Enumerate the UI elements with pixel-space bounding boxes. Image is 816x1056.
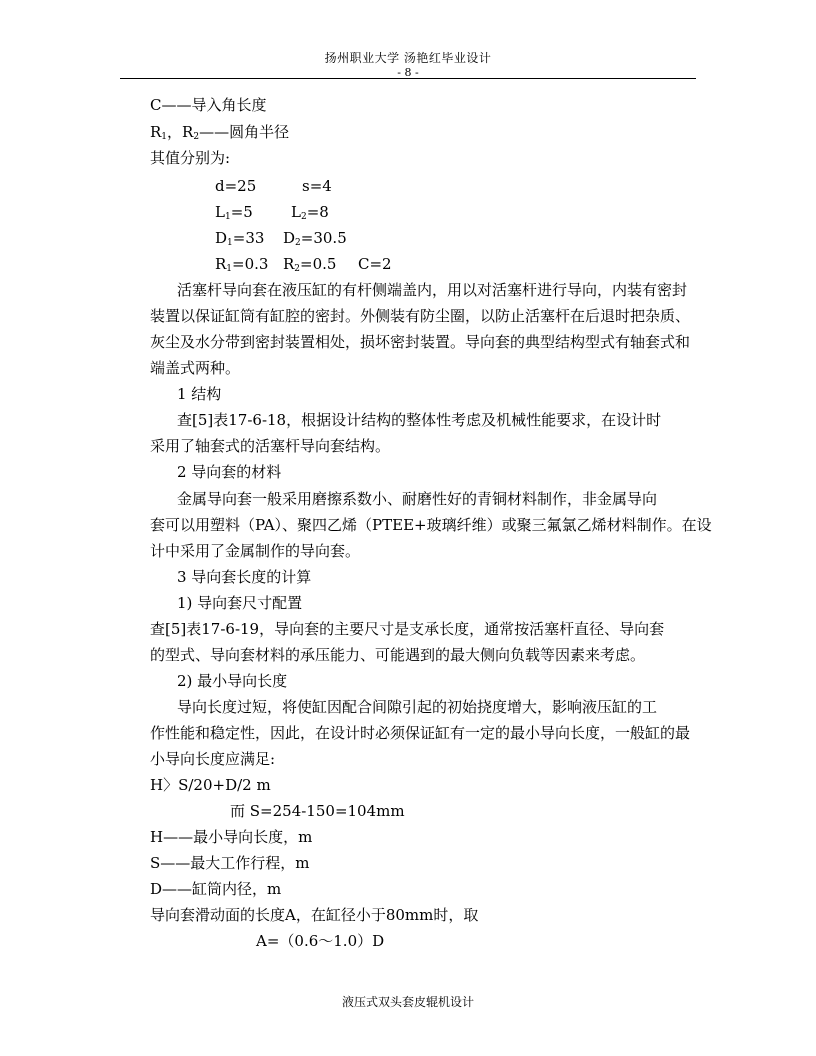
def-r: $R_1$，$R_2——$圆角半径 bbox=[150, 123, 290, 142]
sec3-sub1-line: 的型式、导向套材料的承压能力、可能遇到的最大侧向负载等因素来考虑。 bbox=[150, 646, 646, 664]
formula-a: A=（0.6～1.0）D bbox=[256, 932, 385, 950]
value-s: s=4 bbox=[302, 177, 332, 195]
sec3-sub2-line: 导向长度过短，将使缸因配合间隙引起的初始挠度增大，影响液压缸的工 bbox=[177, 698, 658, 716]
para1-line: 装置以保证缸筒有缸腔的密封。外侧装有防尘圈，以防止活塞杆在后退时把杂质、 bbox=[150, 307, 691, 325]
sec3-sub2-line: 小导向长度应满足: bbox=[150, 750, 276, 768]
header-title: 扬州职业大学 汤艳红毕业设计 bbox=[324, 51, 492, 65]
value-d: d=25 bbox=[215, 177, 257, 195]
value-r2: $R_2=0.5$ bbox=[283, 255, 337, 274]
para1-line: 灰尘及水分带到密封装置相处，损坏密封装置。导向套的典型结构型式有轴套式和 bbox=[150, 333, 691, 351]
guide-line: 导向套滑动面的长度A，在缸径小于80mm时，取 bbox=[150, 906, 479, 924]
def-d: D——缸筒内径，m bbox=[150, 880, 282, 898]
footer-title: 液压式双头套皮辊机设计 bbox=[341, 995, 474, 1009]
section-heading: 2 导向套的材料 bbox=[177, 463, 282, 481]
value-r1: $R_1=0.3$ bbox=[215, 255, 269, 274]
def-c: C——导入角长度 bbox=[150, 96, 267, 114]
value-d1: $D_1=33$ bbox=[215, 229, 265, 248]
value-l1: $L_1=5$ bbox=[215, 203, 253, 222]
sec3-sub2-line: 作性能和稳定性，因此，在设计时必须保证缸有一定的最小导向长度，一般缸的最 bbox=[150, 724, 691, 742]
value-c: C=2 bbox=[358, 255, 392, 273]
section-heading: 3 导向套长度的计算 bbox=[177, 568, 312, 586]
values-intro: 其值分别为: bbox=[150, 149, 231, 167]
sec1-line: 采用了轴套式的活塞杆导向套结构。 bbox=[150, 437, 391, 455]
section-heading: 1 结构 bbox=[177, 385, 222, 403]
header-rule bbox=[120, 78, 696, 79]
header-page-number: - 8 - bbox=[397, 66, 419, 79]
subsection-heading: 2) 最小导向长度 bbox=[177, 672, 288, 690]
value-l2: $L_2=8$ bbox=[291, 203, 329, 222]
sec3-sub1-line: 查[5]表17-6-19，导向套的主要尺寸是支承长度，通常按活塞杆直径、导向套 bbox=[150, 620, 665, 638]
para1-line: 端盖式两种。 bbox=[150, 359, 241, 377]
formula-h: H〉S/20+D/2 m bbox=[150, 776, 271, 794]
formula-s: 而 S=254-150=104mm bbox=[230, 802, 405, 820]
sec2-line: 计中采用了金属制作的导向套。 bbox=[150, 542, 361, 560]
sec2-line: 套可以用塑料（PA）、聚四乙烯（PTEE+玻璃纤维）或聚三氟氯乙烯材料制作。在设 bbox=[150, 516, 712, 534]
subsection-heading: 1) 导向套尺寸配置 bbox=[177, 594, 303, 612]
value-d2: $D_2=30.5$ bbox=[283, 229, 347, 248]
sec2-line: 金属导向套一般采用磨擦系数小、耐磨性好的青铜材料制作，非金属导向 bbox=[177, 490, 658, 508]
def-s: S——最大工作行程，m bbox=[150, 854, 310, 872]
para1-line: 活塞杆导向套在液压缸的有杆侧端盖内，用以对活塞杆进行导向，内装有密封 bbox=[177, 281, 688, 299]
def-h: H——最小导向长度，m bbox=[150, 828, 313, 846]
sec1-line: 查[5]表17-6-18，根据设计结构的整体性考虑及机械性能要求，在设计时 bbox=[177, 411, 662, 429]
